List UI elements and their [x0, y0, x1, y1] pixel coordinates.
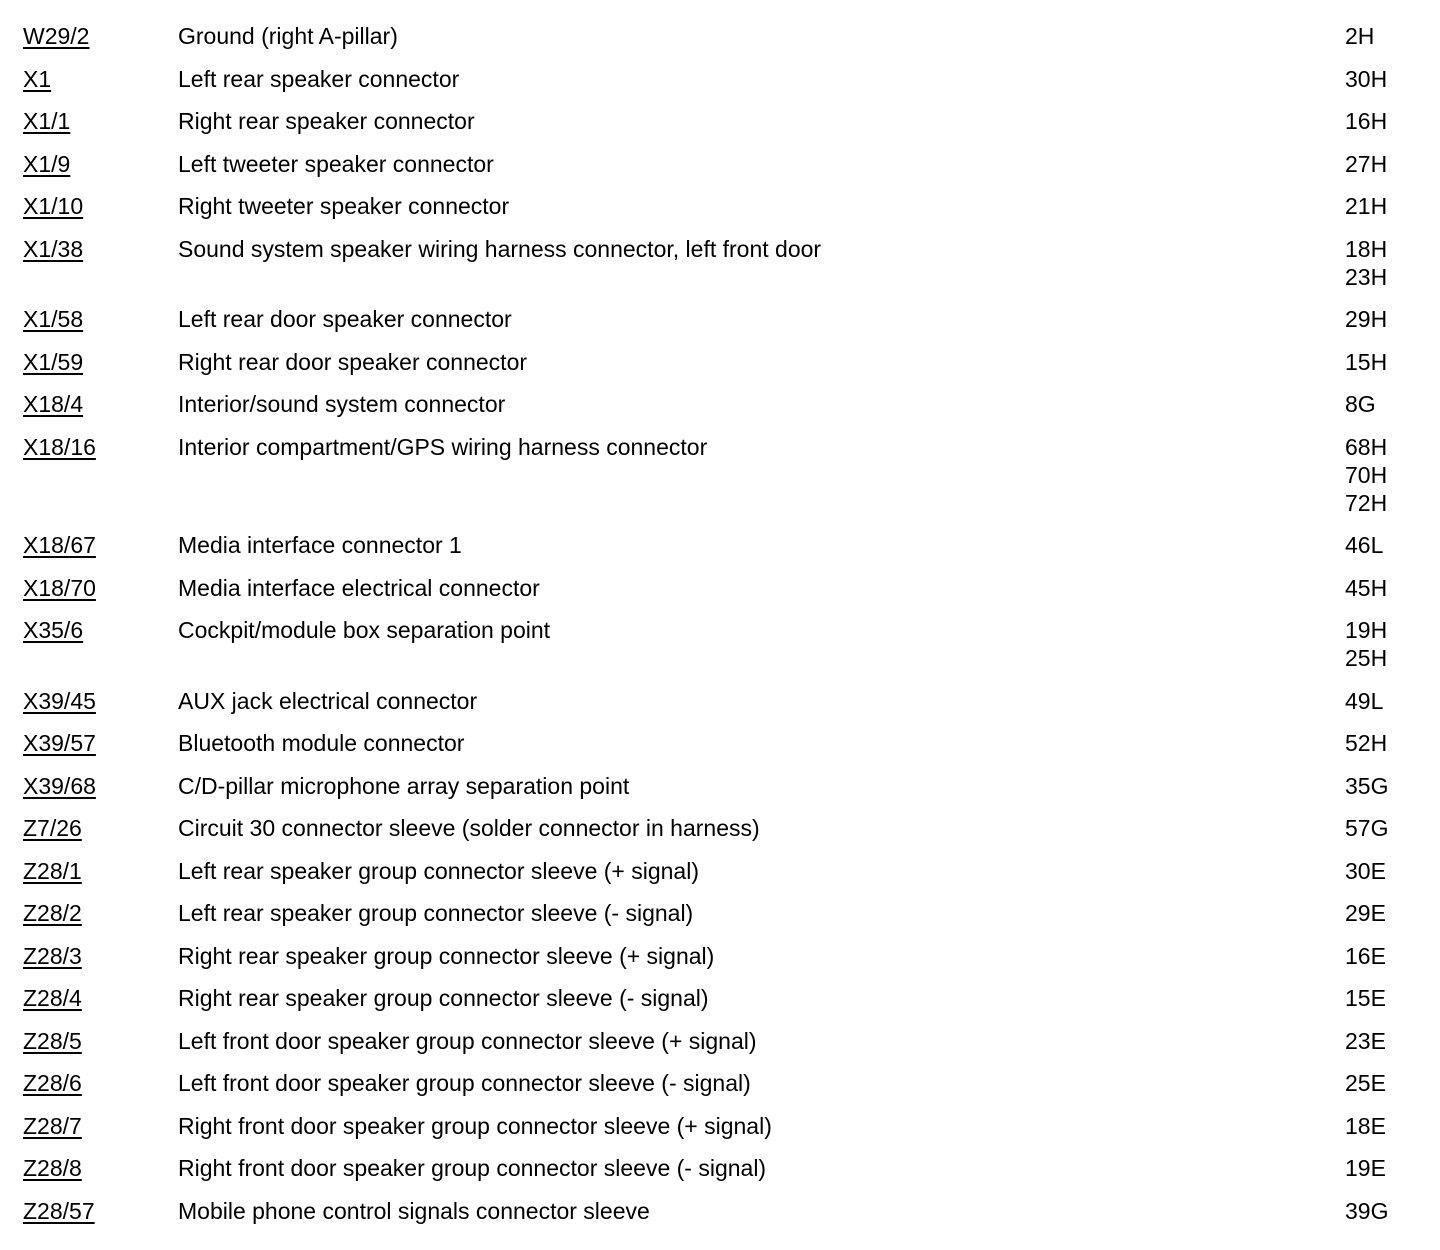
component-description: AUX jack electrical connector [178, 687, 478, 714]
grid-reference-cell [1345, 107, 1435, 135]
legend-row [0, 150, 1440, 193]
legend-row [0, 1197, 1440, 1240]
grid-reference: 21H [1345, 193, 1388, 219]
grid-reference-cell [1345, 984, 1435, 1012]
component-code-cell [0, 814, 178, 842]
grid-reference-cell [1345, 531, 1435, 559]
component-code-link[interactable]: X18/70 [23, 574, 96, 601]
legend-row [0, 235, 1440, 306]
legend-row [0, 729, 1440, 772]
grid-reference: 39G [1345, 1197, 1389, 1224]
grid-reference: 29E [1345, 900, 1386, 926]
component-code-link[interactable]: X1/9 [23, 150, 71, 177]
grid-reference-cell [1345, 687, 1435, 715]
component-description: Left front door speaker group connector sleeve (+ signal) [178, 1027, 757, 1054]
grid-reference: 52H [1345, 730, 1388, 756]
grid-reference: 35G [1345, 772, 1389, 799]
component-code-link[interactable]: Z28/57 [23, 1197, 95, 1224]
component-description: Right rear speaker group connector sleeve (- signal) [178, 985, 709, 1011]
component-description: Left rear door speaker connector [178, 306, 512, 332]
legend-row [0, 984, 1440, 1027]
grid-reference: 72H [1345, 489, 1388, 516]
grid-reference: 57G [1345, 815, 1389, 841]
legend-row [0, 192, 1440, 235]
component-code-link[interactable]: Z7/26 [23, 815, 82, 841]
component-description: Circuit 30 connector sleeve (solder connector in harness) [178, 815, 760, 841]
component-description: Left front door speaker group connector sleeve (- signal) [178, 1070, 751, 1096]
component-code-cell [0, 1069, 178, 1097]
component-code-cell [0, 348, 178, 376]
component-description: Interior compartment/GPS wiring harness connector [178, 433, 708, 460]
component-code-link[interactable]: Z28/8 [23, 1155, 82, 1181]
component-code-link[interactable]: X39/57 [23, 730, 96, 756]
component-code-link[interactable]: X18/67 [23, 532, 96, 558]
grid-reference: 19H [1345, 617, 1388, 643]
component-code-link[interactable]: X35/6 [23, 617, 84, 643]
component-code-cell [0, 857, 178, 885]
grid-reference: 23E [1345, 1027, 1386, 1054]
component-description: Right rear speaker group connector sleeve (+ signal) [178, 942, 715, 969]
grid-reference-cell [1345, 899, 1435, 927]
component-description: Sound system speaker wiring harness connector, left front door [178, 235, 822, 262]
component-code-cell [0, 107, 178, 135]
grid-reference-cell [1345, 150, 1435, 178]
grid-reference: 30H [1345, 65, 1388, 92]
legend-row [0, 305, 1440, 348]
legend-row [0, 814, 1440, 857]
grid-reference-cell [1345, 1027, 1435, 1055]
legend-row [0, 107, 1440, 150]
grid-reference-cell [1345, 1112, 1435, 1140]
legend-row [0, 1069, 1440, 1112]
component-description: Interior/sound system connector [178, 391, 506, 417]
grid-reference: 2H [1345, 23, 1375, 49]
grid-reference-cell [1345, 1069, 1435, 1097]
component-code-cell [0, 772, 178, 800]
grid-reference-cell [1345, 433, 1435, 517]
grid-reference-cell [1345, 616, 1435, 672]
grid-reference-cell [1345, 390, 1435, 418]
grid-reference: 15H [1345, 348, 1388, 375]
component-code-cell [0, 390, 178, 418]
legend-row [0, 574, 1440, 617]
legend-row [0, 899, 1440, 942]
component-code-link[interactable]: X1/1 [23, 108, 71, 134]
grid-reference-cell [1345, 1197, 1435, 1225]
grid-reference-cell [1345, 192, 1435, 220]
component-description: Ground (right A-pillar) [178, 23, 398, 49]
component-code-cell [0, 1197, 178, 1225]
component-code-link[interactable]: X1/10 [23, 193, 84, 219]
component-description: Bluetooth module connector [178, 730, 465, 756]
component-code-cell [0, 305, 178, 333]
component-description: Left rear speaker group connector sleeve (+ signal) [178, 857, 699, 884]
component-description: C/D-pillar microphone array separation point [178, 772, 630, 799]
grid-reference-cell [1345, 1154, 1435, 1182]
grid-reference: 18E [1345, 1112, 1386, 1139]
component-description: Right front door speaker group connector sleeve (+ signal) [178, 1112, 772, 1139]
component-code-link[interactable]: Z28/5 [23, 1027, 82, 1054]
component-code-cell [0, 942, 178, 970]
grid-reference: 49L [1345, 687, 1384, 714]
grid-reference: 70H [1345, 461, 1388, 488]
component-code-cell [0, 1112, 178, 1140]
grid-reference-cell [1345, 305, 1435, 333]
grid-reference: 25H [1345, 645, 1388, 671]
grid-reference-cell [1345, 857, 1435, 885]
legend-row [0, 348, 1440, 391]
component-code-cell [0, 22, 178, 50]
legend-row [0, 433, 1440, 532]
legend-row [0, 1112, 1440, 1155]
component-description: Left rear speaker connector [178, 65, 460, 92]
component-code-cell [0, 984, 178, 1012]
grid-reference: 8G [1345, 391, 1376, 417]
component-description: Mobile phone control signals connector sleeve [178, 1197, 650, 1224]
component-legend-table [0, 22, 1440, 1239]
component-code-link[interactable]: W29/2 [23, 23, 90, 49]
component-code-link[interactable]: Z28/6 [23, 1070, 82, 1096]
grid-reference: 25E [1345, 1070, 1386, 1096]
component-code-cell [0, 899, 178, 927]
component-code-link[interactable]: X18/16 [23, 433, 96, 460]
grid-reference: 15E [1345, 985, 1386, 1011]
grid-reference-cell [1345, 772, 1435, 800]
grid-reference-cell [1345, 348, 1435, 376]
component-code-cell [0, 729, 178, 757]
legend-row [0, 390, 1440, 433]
legend-row [0, 687, 1440, 730]
component-code-link[interactable]: X1/38 [23, 235, 84, 262]
component-code-cell [0, 150, 178, 178]
component-code-cell [0, 1154, 178, 1182]
component-code-link[interactable]: X1/59 [23, 348, 84, 375]
component-description: Media interface electrical connector [178, 574, 540, 601]
legend-row [0, 22, 1440, 65]
grid-reference-cell [1345, 22, 1435, 50]
component-code-cell [0, 574, 178, 602]
component-description: Right rear door speaker connector [178, 348, 528, 375]
component-code-cell [0, 235, 178, 263]
grid-reference: 30E [1345, 857, 1386, 884]
component-code-link[interactable]: X1/58 [23, 306, 84, 332]
grid-reference: 27H [1345, 150, 1388, 177]
grid-reference: 18H [1345, 235, 1388, 262]
legend-row [0, 1027, 1440, 1070]
component-description: Right tweeter speaker connector [178, 193, 510, 219]
legend-row [0, 772, 1440, 815]
legend-row [0, 1154, 1440, 1197]
component-code-link[interactable]: X1 [23, 65, 52, 92]
component-code-link[interactable]: Z28/2 [23, 900, 82, 926]
component-code-cell [0, 65, 178, 93]
component-code-cell [0, 616, 178, 644]
grid-reference-cell [1345, 65, 1435, 93]
component-code-cell [0, 531, 178, 559]
grid-reference: 29H [1345, 306, 1388, 332]
grid-reference-cell [1345, 814, 1435, 842]
grid-reference: 45H [1345, 574, 1388, 601]
grid-reference-cell [1345, 235, 1435, 291]
grid-reference-cell [1345, 729, 1435, 757]
grid-reference: 23H [1345, 263, 1388, 290]
component-code-link[interactable]: X18/4 [23, 391, 84, 417]
component-code-link[interactable]: Z28/3 [23, 942, 82, 969]
legend-row [0, 65, 1440, 108]
grid-reference: 46L [1345, 532, 1384, 558]
grid-reference: 19E [1345, 1155, 1386, 1181]
legend-row [0, 857, 1440, 900]
component-code-cell [0, 1027, 178, 1055]
component-description: Right rear speaker connector [178, 108, 475, 134]
component-code-cell [0, 192, 178, 220]
component-description: Left tweeter speaker connector [178, 150, 494, 177]
component-description: Cockpit/module box separation point [178, 617, 551, 643]
component-code-link[interactable]: X39/68 [23, 772, 96, 799]
component-description: Left rear speaker group connector sleeve (- signal) [178, 900, 694, 926]
grid-reference: 16H [1345, 108, 1388, 134]
legend-row [0, 616, 1440, 687]
component-code-link[interactable]: X39/45 [23, 687, 96, 714]
legend-row [0, 531, 1440, 574]
component-description: Media interface connector 1 [178, 532, 462, 558]
grid-reference: 68H [1345, 433, 1388, 460]
component-code-cell [0, 433, 178, 461]
component-code-link[interactable]: Z28/4 [23, 985, 82, 1011]
legend-row [0, 942, 1440, 985]
component-code-link[interactable]: Z28/7 [23, 1112, 82, 1139]
component-code-cell [0, 687, 178, 715]
grid-reference: 16E [1345, 942, 1386, 969]
component-code-link[interactable]: Z28/1 [23, 857, 82, 884]
grid-reference-cell [1345, 942, 1435, 970]
grid-reference-cell [1345, 574, 1435, 602]
component-description: Right front door speaker group connector sleeve (- signal) [178, 1155, 767, 1181]
